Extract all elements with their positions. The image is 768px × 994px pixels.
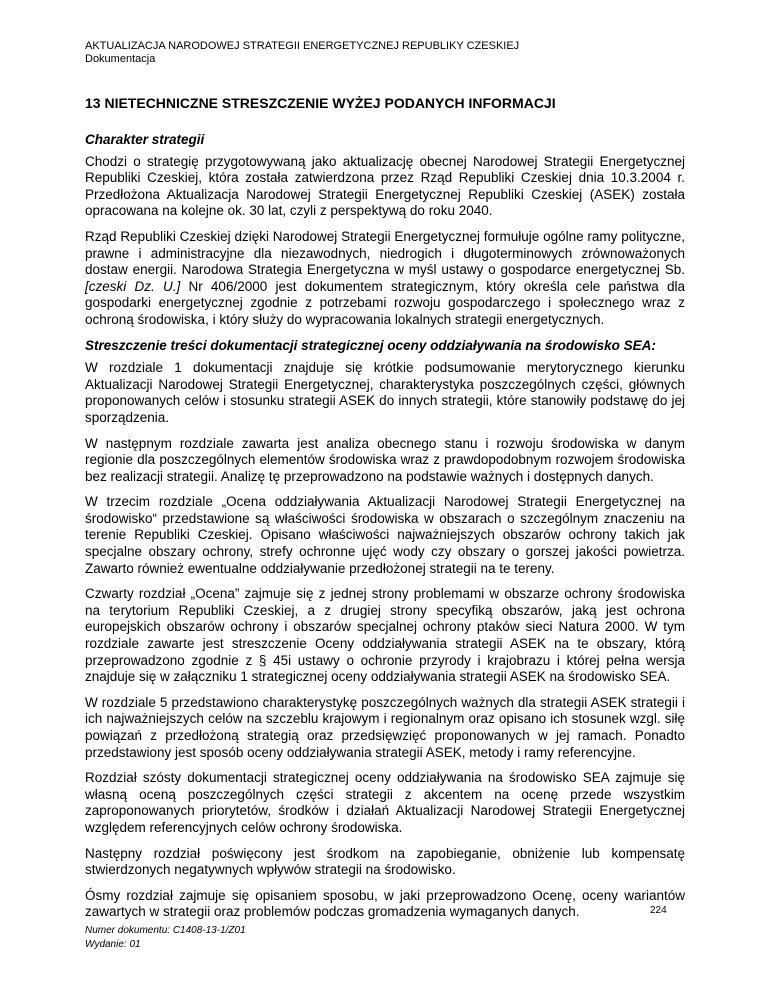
document-body [85, 132, 685, 930]
page-footer [85, 924, 246, 952]
paragraph: W trzecim rozdziale „Ocena oddziaływania Aktualizacji Narodowej Strategii Energetycznej na środowisko“ przedstawione są właściwości środowiska w obszarach o szczególnym znaczeniu na terenie Republiki Czeskiej. Opisano właściwości najważniejszych obszarów ochrony takich jak specjalne obszary ochrony, strefy ochronne ujęć wody czy obszary o gorszej jakości powietrza. Zawarto również ewentualne oddziaływanie przedłożonej strategii na te tereny. [85, 494, 685, 576]
paragraph: Ósmy rozdział zajmuje się opisaniem sposobu, w jaki przeprowadzono Ocenę, oceny wariantów zawartych w strategii oraz problemów podczas gromadzenia wymaganych danych. [85, 887, 685, 920]
chapter-title: 13 NIETECHNICZNE STRESZCZENIE WYŻEJ PODANYCH INFORMACJI [85, 95, 556, 111]
paragraph: Czwarty rozdział „Ocena” zajmuje się z jednej strony problemami w obszarze ochrony środowiska na terytorium Republiki Czeskiej, a z drugiej strony specyfiką obszarów, jaką jest ochrona europejskich obszarów ochrony i obszarów specjalnej ochrony ptaków sieci Natura 2000. W tym rozdziale zawarte jest streszczenie Oceny oddziaływania strategii ASEK na te obszary, którą przeprowadzono zgodnie z § 45i ustawy o ochronie przyrody i krajobrazu i której pełna wersja znajduje się w załączniku 1 strategicznej oceny oddziaływania strategii ASEK na środowisko SEA. [85, 586, 685, 685]
header-title: AKTUALIZACJA NARODOWEJ STRATEGII ENERGETYCZNEJ REPUBLIKY CZESKIEJ [85, 40, 520, 52]
section-heading-sea-summary: Streszczenie treści dokumentacji strategicznej oceny oddziaływania na środowisko SEA: [85, 337, 656, 353]
paragraph: W rozdziale 5 przedstawiono charakterystykę poszczególnych ważnych dla strategii ASEK strategii i ich najważniejszych celów na szczeblu krajowym i regionalnym oraz opisano ich stosunek wzgl. siłę powiązań z przedłożoną strategią oraz przedsięwzięć proponowanych w jej ramach. Ponadto przedstawiony jest sposób oceny oddziaływania strategii ASEK, metody i ramy referencyjne. [85, 694, 685, 760]
paragraph-text: Nr 406/2000 jest dokumentem strategicznym, który określa cele państwa dla gospodarki energetycznej zgodnie z potrzebami rozwoju gospodarczego i społecznego wraz z ochroną środowiska, i który służy do wypracowania lokalnych strategii energetycznych. [85, 278, 685, 327]
document-number: Numer dokumentu: C1408-13-1/Z01 [85, 925, 246, 936]
edition: Wydanie: 01 [85, 939, 141, 950]
paragraph: Następny rozdział poświęcony jest środkom na zapobieganie, obniżenie lub kompensatę stwierdzonych negatywnych wpływów strategii na środowisko. [85, 845, 685, 878]
paragraph: W rozdziale 1 dokumentacji znajduje się krótkie podsumowanie merytorycznego kierunku Aktualizacji Narodowej Strategii Energetycznej, charakterystyka poszczególnych części, głównych proponowanych celów i stosunku strategii ASEK do innych strategii, które stanowiły podstawę do jej sporządzenia. [85, 360, 685, 425]
paragraph: Rozdział szósty dokumentacji strategicznej oceny oddziaływania na środowisko SEA zajmuje się własną oceną poszczególnych części strategii z akcentem na ocenę przede wszystkim zaproponowanych priorytetów, środków i działań Aktualizacji Narodowej Strategii Energetycznej względem referencyjnych celów ochrony środowiska. [85, 770, 685, 835]
paragraph [85, 229, 685, 329]
header-subtitle: Dokumentacja [85, 53, 156, 65]
section-heading-strategy-character: Charakter strategii [85, 132, 205, 147]
page-header [85, 40, 519, 66]
paragraph: Chodzi o strategię przygotowywaną jako aktualizację obecnej Narodowej Strategii Energetycznej Republiki Czeskiej, która została zatwierdzona przez Rząd Republiki Czeskiej dnia 10.3.2004 r. Przedłożona Aktualizacja Narodowej Strategii Energetycznej Republiki Czeskiej (ASEK) została opracowana na kolejne ok. 30 lat, czyli z perspektywą do roku 2040. [85, 153, 685, 219]
page-number: 224 [650, 905, 667, 916]
paragraph-text: Rząd Republiki Czeskiej dzięki Narodowej Strategii Energetycznej formułuje ogólne ramy polityczne, prawne i administracyjne dla niezawodnych, niedrogich i długoterminowych zrównoważonych dostaw energii. Narodowa Strategia Energetyczna w myśl ustawy o gospodarce energetycznej Sb. [85, 228, 685, 278]
legal-reference: [czeski Dz. U.] [85, 278, 181, 294]
paragraph: W następnym rozdziale zawarta jest analiza obecnego stanu i rozwoju środowiska w danym regionie dla poszczególnych elementów środowiska wraz z prawdopodobnym rozwojem środowiska bez realizacji strategii. Analizę tę przeprowadzono na podstawie ważnych i dostępnych danych. [85, 435, 685, 484]
